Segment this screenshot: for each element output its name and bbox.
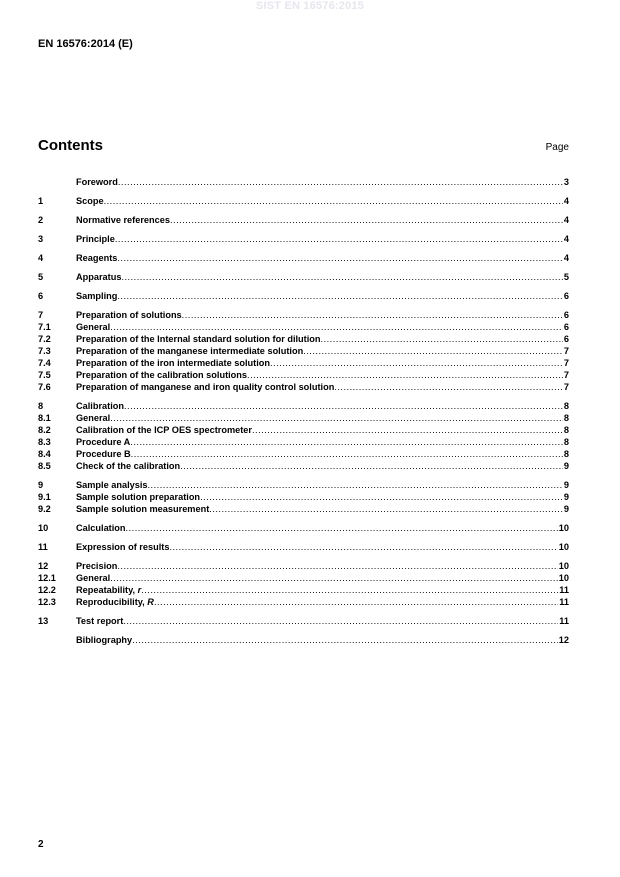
toc-entry-number: 12.3 <box>38 597 56 607</box>
toc-leader-dots <box>148 479 563 491</box>
toc-leader-dots <box>121 271 562 283</box>
toc-leader-dots <box>117 252 563 264</box>
toc-entry-title: Check of the calibration <box>76 461 181 471</box>
toc-entry-title: Calibration of the ICP OES spectrometer <box>76 425 252 435</box>
toc-entry-page: 10 <box>558 573 569 583</box>
toc-entry-title: Preparation of manganese and iron quality control solution <box>76 382 335 392</box>
toc-entry-page: 4 <box>563 196 569 206</box>
toc-entry[interactable] <box>38 412 569 424</box>
toc-entry[interactable] <box>38 460 569 472</box>
toc-entry-symbol: r <box>137 585 142 595</box>
toc-entry[interactable] <box>38 448 569 460</box>
toc-leader-dots <box>117 560 557 572</box>
toc-entry-number: 7 <box>38 310 44 320</box>
toc-leader-dots <box>115 233 563 245</box>
toc-leader-dots <box>170 214 563 226</box>
toc-entry[interactable] <box>38 436 569 448</box>
toc-entry[interactable] <box>38 634 569 646</box>
toc-entry-page: 4 <box>563 253 569 263</box>
toc-entry-title: Preparation of the manganese intermediate solution <box>76 346 304 356</box>
toc-entry-page: 4 <box>563 215 569 225</box>
toc-entry-number: 11 <box>38 542 48 552</box>
toc-entry-title: Precision <box>76 561 118 571</box>
toc-entry-title: Principle <box>76 234 115 244</box>
toc-entry[interactable] <box>38 233 569 245</box>
page-title: Contents <box>38 137 103 154</box>
toc-entry-title: Expression of results <box>76 542 170 552</box>
toc-leader-dots <box>270 357 563 369</box>
toc-leader-dots <box>180 460 563 472</box>
toc-leader-dots <box>118 176 563 188</box>
toc-entry-title: Normative references <box>76 215 170 225</box>
toc-leader-dots <box>247 369 563 381</box>
toc-entry-number: 12 <box>38 561 49 571</box>
footer-page-number: 2 <box>38 839 44 850</box>
toc-entry-page: 10 <box>558 542 569 552</box>
toc-entry[interactable] <box>38 503 569 515</box>
toc-entry-page: 6 <box>563 291 569 301</box>
toc-entry-title: Sample solution preparation <box>76 492 201 502</box>
toc-entry[interactable] <box>38 400 569 412</box>
toc-entry-page: 12 <box>558 635 569 645</box>
toc-entry[interactable] <box>38 369 569 381</box>
toc-leader-dots <box>110 572 558 584</box>
toc-entry-title: General <box>76 413 111 423</box>
toc-entry-title: Apparatus <box>76 272 122 282</box>
toc-entry-number: 12.2 <box>38 585 56 595</box>
toc-entry-title: Scope <box>76 196 104 206</box>
toc-entry-number: 7.4 <box>38 358 51 368</box>
toc-leader-dots <box>334 381 563 393</box>
toc-entry-page: 7 <box>563 382 569 392</box>
toc-entry-title: Procedure B <box>76 449 131 459</box>
toc-entry[interactable] <box>38 357 569 369</box>
toc-entry-number: 6 <box>38 291 44 301</box>
toc-entry-number: 8.5 <box>38 461 51 471</box>
toc-entry-title: Preparation of the Internal standard solution for dilution <box>76 334 321 344</box>
toc-entry-number: 10 <box>38 523 49 533</box>
toc-leader-dots <box>141 584 558 596</box>
toc-leader-dots <box>132 634 558 646</box>
toc-entry-page: 8 <box>563 437 569 447</box>
toc-entry-page: 8 <box>563 413 569 423</box>
toc-leader-dots <box>303 345 563 357</box>
toc-entry[interactable] <box>38 584 569 596</box>
toc-entry-number: 7.1 <box>38 322 51 332</box>
toc-entry-page: 6 <box>563 322 569 332</box>
toc-entry-number: 9 <box>38 480 44 490</box>
toc-entry-number: 13 <box>38 616 49 626</box>
toc-entry-page: 9 <box>563 480 569 490</box>
toc-entry-title: Calibration <box>76 401 124 411</box>
toc-entry-number: 8.3 <box>38 437 51 447</box>
toc-entry-page: 10 <box>558 561 569 571</box>
toc-entry-number: 9.1 <box>38 492 51 502</box>
toc-entry-number: 7.3 <box>38 346 51 356</box>
toc-entry[interactable] <box>38 572 569 584</box>
toc-leader-dots <box>124 400 563 412</box>
standard-header: EN 16576:2014 (E) <box>38 38 133 50</box>
toc-leader-dots <box>209 503 563 515</box>
toc-entry[interactable] <box>38 560 569 572</box>
toc-entry[interactable] <box>38 522 569 534</box>
toc-entry-title: Test report <box>76 616 124 626</box>
toc-entry-page: 10 <box>558 523 569 533</box>
page-column-label: Page <box>545 142 569 153</box>
toc-entry-number: 8 <box>38 401 44 411</box>
toc-entry[interactable] <box>38 195 569 207</box>
toc-entry[interactable] <box>38 491 569 503</box>
toc-entry-title: Procedure A <box>76 437 131 447</box>
toc-entry[interactable] <box>38 271 569 283</box>
toc-entry-page: 9 <box>563 492 569 502</box>
toc-leader-dots <box>110 321 563 333</box>
toc-entry-page: 7 <box>563 358 569 368</box>
toc-entry-number: 5 <box>38 272 44 282</box>
toc-entry-title: Reagents <box>76 253 118 263</box>
toc-entry-title: Sample analysis <box>76 480 148 490</box>
toc-entry[interactable] <box>38 381 569 393</box>
toc-entry-title: Preparation of the calibration solutions <box>76 370 248 380</box>
toc-entry-title: Bibliography <box>76 635 133 645</box>
toc-entry-page: 8 <box>563 449 569 459</box>
toc-entry[interactable] <box>38 321 569 333</box>
toc-entry-title: Preparation of the iron intermediate solution <box>76 358 270 368</box>
toc-entry-number: 4 <box>38 253 44 263</box>
toc-entry[interactable] <box>38 333 569 345</box>
toc-leader-dots <box>123 615 558 627</box>
toc-leader-dots <box>321 333 563 345</box>
toc-entry[interactable] <box>38 252 569 264</box>
toc-entry[interactable] <box>38 309 569 321</box>
toc-entry[interactable] <box>38 424 569 436</box>
toc-entry-title: General <box>76 322 111 332</box>
toc-entry-title: Calculation <box>76 523 126 533</box>
toc-entry-number: 7.6 <box>38 382 51 392</box>
toc-entry-page: 4 <box>563 234 569 244</box>
toc-entry-page: 6 <box>563 334 569 344</box>
toc-entry[interactable] <box>38 596 569 608</box>
toc-entry[interactable] <box>38 541 569 553</box>
toc-entry[interactable] <box>38 345 569 357</box>
toc-entry[interactable] <box>38 214 569 226</box>
toc-entry-number: 1 <box>38 196 44 206</box>
toc-entry-page: 11 <box>559 616 569 626</box>
toc-entry-page: 3 <box>563 177 569 187</box>
toc-entry-title: Preparation of solutions <box>76 310 182 320</box>
toc-entry-number: 9.2 <box>38 504 51 514</box>
toc-leader-dots <box>131 448 563 460</box>
toc-entry-page: 6 <box>563 310 569 320</box>
toc-entry-title: Repeatability, r <box>76 585 142 595</box>
toc-entry-number: 2 <box>38 215 44 225</box>
toc-entry-page: 7 <box>563 370 569 380</box>
watermark: SIST EN 16576:2015 <box>255 0 365 12</box>
toc-entry-number: 8.2 <box>38 425 51 435</box>
toc-entry-page: 8 <box>563 425 569 435</box>
toc-entry-page: 7 <box>563 346 569 356</box>
toc-entry-page: 8 <box>563 401 569 411</box>
toc-entry-symbol: R <box>147 597 154 607</box>
toc-entry-number: 7.5 <box>38 370 51 380</box>
toc-entry-page: 9 <box>563 504 569 514</box>
toc-entry-page: 11 <box>559 585 569 595</box>
toc-entry[interactable] <box>38 615 569 627</box>
toc-leader-dots <box>117 290 563 302</box>
toc-entry-number: 8.1 <box>38 413 51 423</box>
toc-entry[interactable] <box>38 479 569 491</box>
toc-entry-page: 11 <box>559 597 569 607</box>
toc-entry-number: 7.2 <box>38 334 51 344</box>
toc-entry-title: Sample solution measurement <box>76 504 210 514</box>
toc-leader-dots <box>104 195 563 207</box>
toc-leader-dots <box>154 596 558 608</box>
toc-entry-number: 8.4 <box>38 449 51 459</box>
toc-entry-number: 12.1 <box>38 573 56 583</box>
toc-leader-dots <box>182 309 563 321</box>
toc-leader-dots <box>200 491 563 503</box>
toc-leader-dots <box>169 541 557 553</box>
toc-leader-dots <box>110 412 563 424</box>
toc-entry[interactable] <box>38 290 569 302</box>
toc-entry-title: Foreword <box>76 177 118 187</box>
toc-entry-number: 3 <box>38 234 44 244</box>
toc-entry-title: Sampling <box>76 291 118 301</box>
toc-leader-dots <box>126 522 558 534</box>
toc-leader-dots <box>130 436 563 448</box>
toc-entry-title: Reproducibility, R <box>76 597 154 607</box>
toc-leader-dots <box>252 424 563 436</box>
table-of-contents <box>38 176 569 646</box>
toc-entry-page: 5 <box>563 272 569 282</box>
toc-entry[interactable] <box>38 176 569 188</box>
toc-entry-page: 9 <box>563 461 569 471</box>
toc-entry-title: General <box>76 573 111 583</box>
